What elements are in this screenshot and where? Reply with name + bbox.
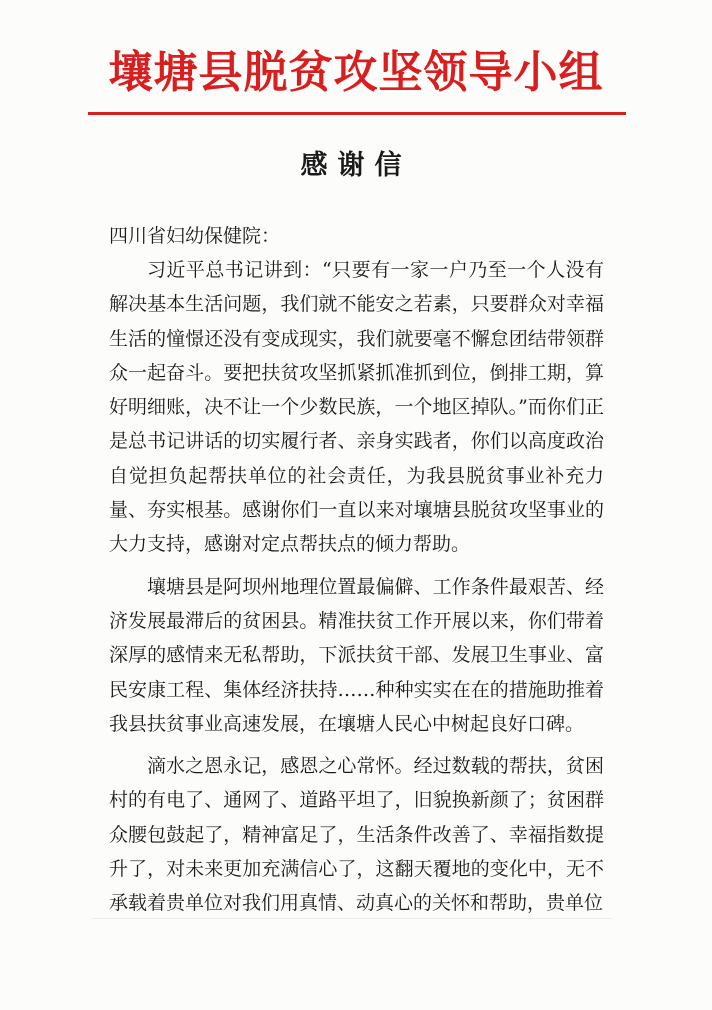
body-paragraph-1: 习近平总书记讲到：“只要有一家一户乃至一个人没有解决基本生活问题，我们就不能安之若素，只要群众对幸福生活的憧憬还没有变成现实，我们就要毫不懈怠团结带领群众一起奋斗。要把扶贫攻坚抓紧抓准抓到位，倒排工期，算好明细账，决不让一个少数民族，一个地区掉队。”而你们正是总书记讲话的切实履行者、亲身实践者，你们以高度政治自觉担负起帮扶单位的社会责任，为我县脱贫事业补充力量、夯实根基。感谢你们一直以来对壤塘县脱贫攻坚事业的大力支持，感谢对定点帮扶点的倾力帮助。 — [109, 259, 604, 556]
salutation: 四川省妇幼保健院： — [109, 225, 281, 247]
body-paragraph-3: 滴水之恩永记，感恩之心常怀。经过数载的帮扶，贫困村的有电了、通网了、道路平坦了，旧貌换新颜了；贫困群众腰包鼓起了，精神富足了，生活条件改善了、幸福指数提升了，对未来更加充满信心了，这翻天覆地的变化中，无不承载着贵单位对我们用真情、动真心的关怀和帮助，贵单位 — [109, 755, 604, 915]
body-paragraph-2: 壤塘县是阿坝州地理位置最偏僻、工作条件最艰苦、经济发展最滞后的贫困县。精准扶贫工作开展以来，你们带着深厚的感情来无私帮助，下派扶贫干部、发展卫生事业、富民安康工程、集体经济扶持……种种实实在在的措施助推着我县扶贫事业高速发展，在壤塘人民心中树起良好口碑。 — [109, 575, 604, 735]
letterhead-title: 壤塘县脱贫攻坚领导小组 — [108, 47, 604, 98]
letter-body — [109, 253, 604, 921]
document-title: 感谢信 — [300, 150, 412, 181]
letterhead-red-rule — [88, 112, 626, 115]
